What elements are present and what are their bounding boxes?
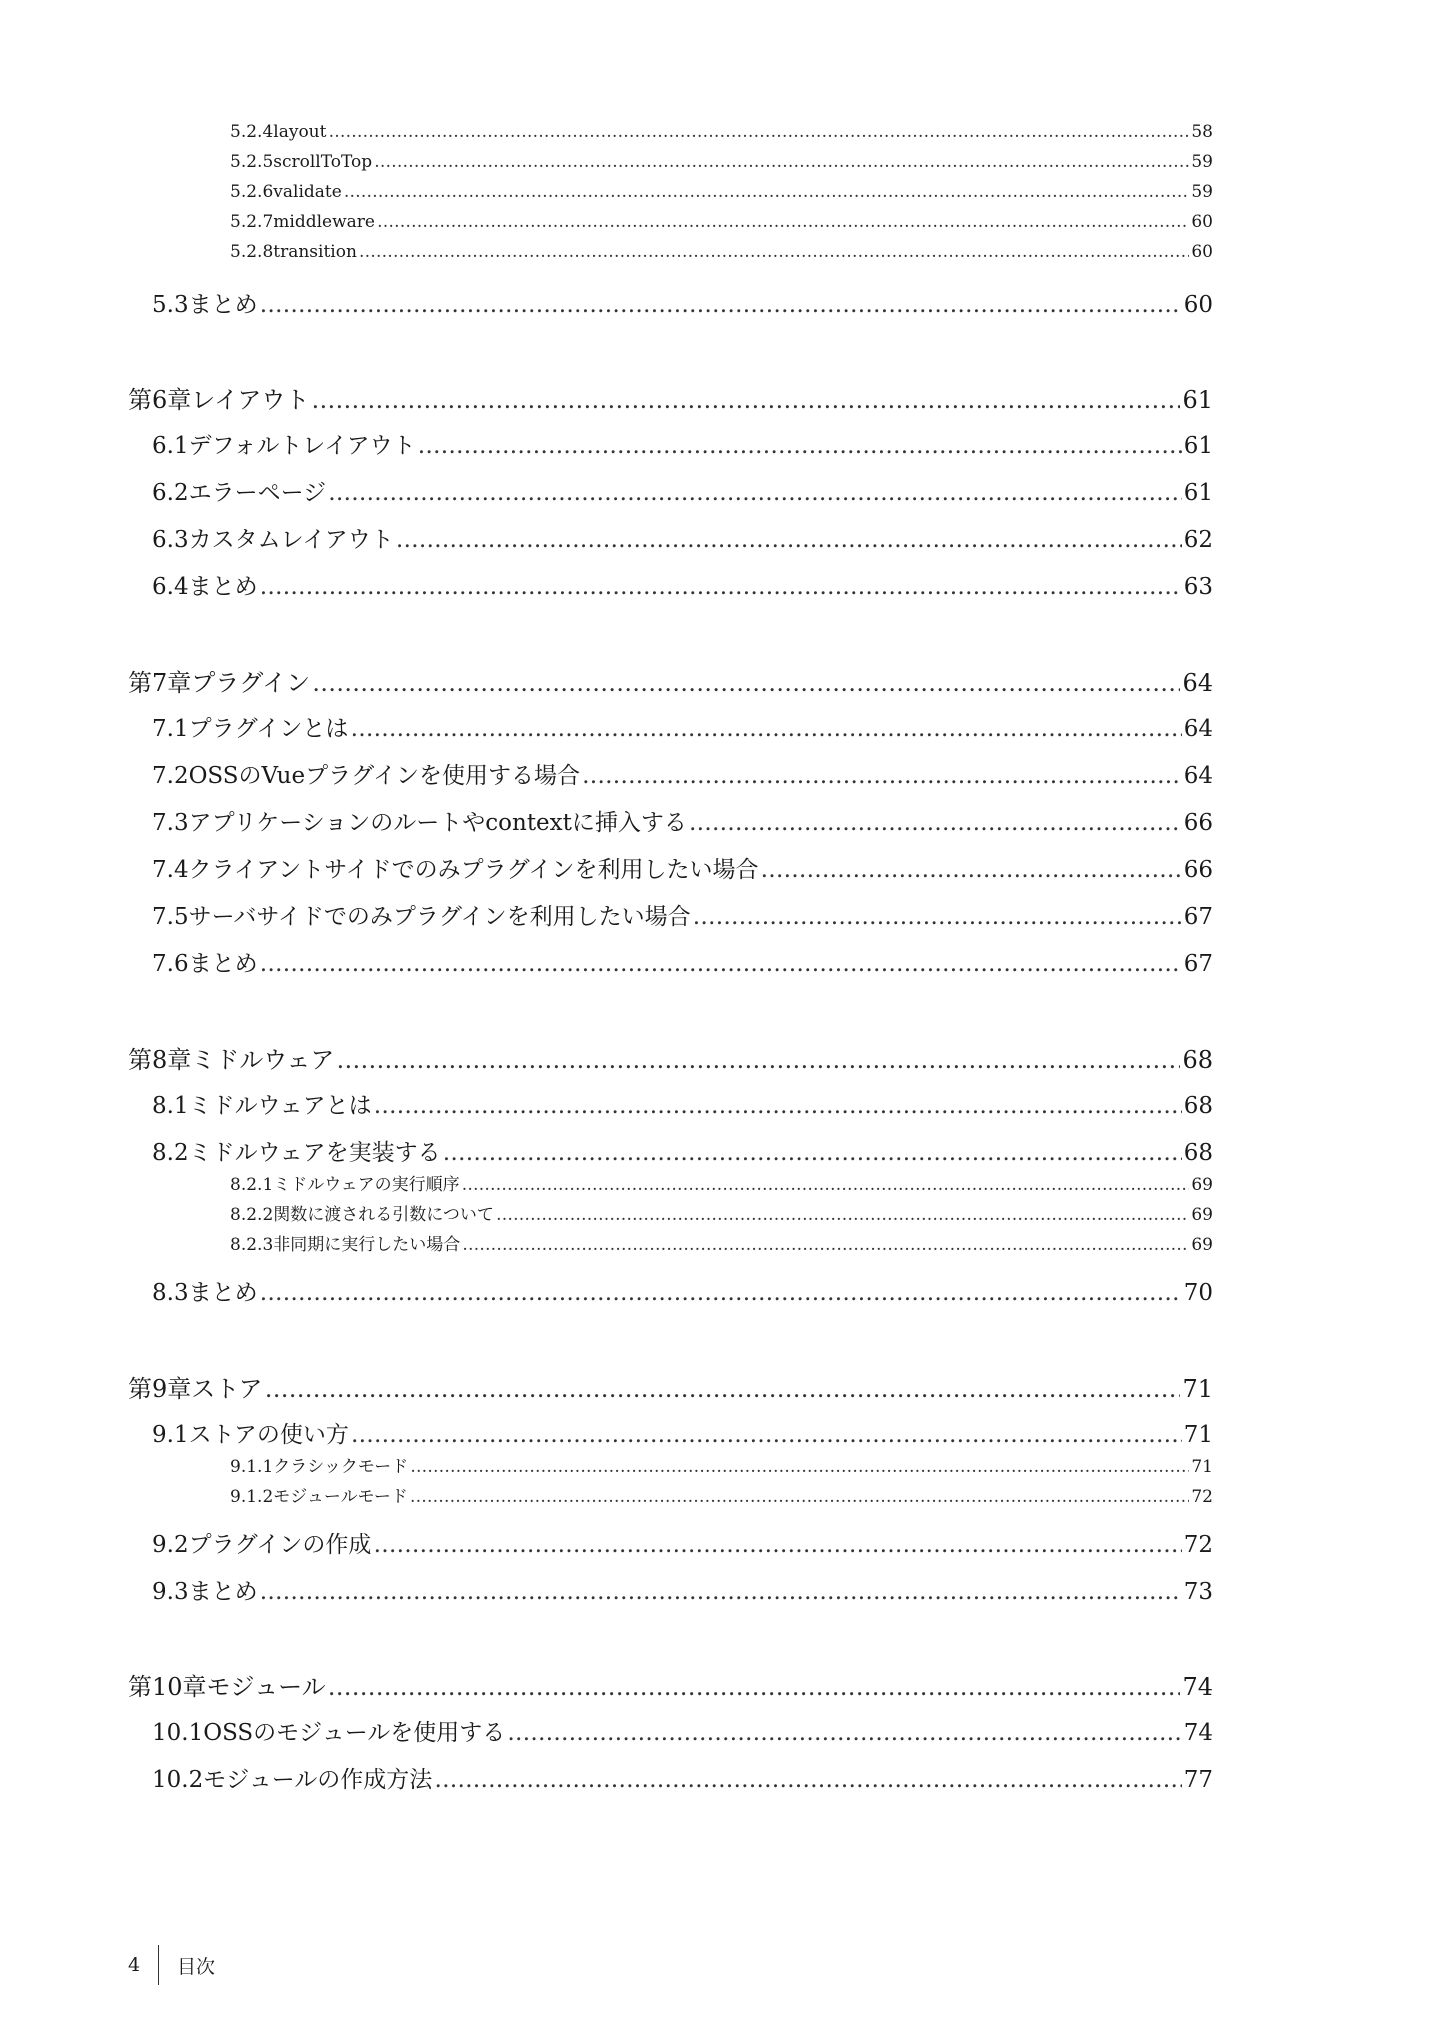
toc-leader-dots <box>350 716 1181 742</box>
toc-entry-title: プラグイン <box>191 669 311 697</box>
toc-leader-dots <box>496 1205 1189 1225</box>
toc-leader-dots <box>410 1457 1189 1477</box>
toc-entry-title: レイアウト <box>191 386 310 414</box>
toc-entry-page: 61 <box>1183 480 1213 506</box>
footer-divider <box>158 1945 159 1985</box>
toc-entry-title: モジュールの作成方法 <box>203 1767 433 1793</box>
toc-leader-dots <box>312 669 1180 697</box>
toc-leader-dots <box>336 1046 1180 1074</box>
toc-leader-dots <box>260 951 1182 977</box>
toc-entry-sec[interactable] <box>152 1573 1213 1606</box>
toc-entry-sec[interactable] <box>152 757 1213 790</box>
toc-leader-dots <box>582 763 1182 789</box>
toc-entry-title: プラグインとは <box>188 716 349 742</box>
toc-entry-number: 7.5 <box>152 904 189 930</box>
page-footer <box>128 1945 215 1985</box>
toc-leader-dots <box>761 857 1182 883</box>
toc-leader-dots <box>418 433 1182 459</box>
toc-entry-number: 9.1.2 <box>230 1487 274 1507</box>
toc-leader-dots <box>265 1375 1181 1403</box>
toc-entry-page: 64 <box>1183 763 1213 789</box>
toc-entry-sec[interactable] <box>152 1134 1213 1167</box>
toc-entry-title: まとめ <box>188 1280 258 1306</box>
toc-leader-dots <box>260 292 1182 318</box>
toc-leader-dots <box>260 1579 1182 1605</box>
toc-leader-dots <box>443 1140 1182 1166</box>
toc-leader-dots <box>396 527 1182 553</box>
toc-entry-sec[interactable] <box>152 804 1213 837</box>
toc-leader-dots <box>374 1093 1182 1119</box>
toc-entry-number: 5.3 <box>152 292 189 318</box>
toc-entry-number: 5.2.4 <box>230 122 274 142</box>
toc-entry-page: 61 <box>1183 433 1213 459</box>
toc-entry-page: 60 <box>1191 242 1213 262</box>
toc-entry-title: ストアの使い方 <box>188 1422 349 1448</box>
toc-entry-ch[interactable] <box>128 1040 1213 1075</box>
toc-entry-title: middleware <box>273 212 375 232</box>
toc-entry-title: モジュールモード <box>273 1487 408 1507</box>
toc-leader-dots <box>462 1235 1189 1255</box>
toc-entry-page: 59 <box>1191 182 1213 202</box>
toc-entry-sec[interactable] <box>152 1274 1213 1307</box>
toc-entry-number: 7.1 <box>152 716 189 742</box>
toc-entry-number: 9.2 <box>152 1532 189 1558</box>
toc-leader-dots <box>689 810 1182 836</box>
toc-entry-ch[interactable] <box>128 663 1213 698</box>
toc-entry-sub[interactable] <box>230 1230 1213 1255</box>
toc-entry-page: 64 <box>1182 669 1213 697</box>
toc-entry-title: OSSのVueプラグインを使用する場合 <box>188 763 580 789</box>
toc-entry-sub[interactable] <box>230 1200 1213 1225</box>
page-number: 4 <box>128 1954 141 1976</box>
toc-leader-dots <box>344 182 1190 202</box>
toc-entry-title: まとめ <box>188 574 258 600</box>
toc-entry-page: 71 <box>1191 1457 1213 1477</box>
toc-entry-title: scrollToTop <box>273 152 373 172</box>
toc-entry-page: 72 <box>1191 1487 1213 1507</box>
toc-entry-sec[interactable] <box>152 1761 1213 1794</box>
toc-entry-title: モジュール <box>206 1673 326 1701</box>
toc-entry-title: ストア <box>191 1375 263 1403</box>
toc-leader-dots <box>260 1280 1182 1306</box>
toc-entry-title: クラシックモード <box>273 1457 409 1477</box>
toc-entry-title: プラグインの作成 <box>188 1532 372 1558</box>
toc-entry-number: 10.1 <box>152 1720 204 1746</box>
toc-entry-title: 非同期に実行したい場合 <box>273 1235 461 1255</box>
toc-entry-sec[interactable] <box>152 945 1213 978</box>
toc-entry-page: 69 <box>1191 1235 1213 1255</box>
toc-entry-sec[interactable] <box>152 521 1213 554</box>
toc-entry-number: 9.1.1 <box>230 1457 274 1477</box>
toc-entry-page: 60 <box>1183 292 1213 318</box>
toc-entry-number: 5.2.6 <box>230 182 274 202</box>
toc-entry-sub[interactable] <box>230 152 1213 172</box>
toc-entry-number: 7.6 <box>152 951 189 977</box>
toc-entry-title: ミドルウェアを実装する <box>188 1140 441 1166</box>
toc-entry-sub[interactable] <box>230 212 1213 232</box>
toc-entry-page: 62 <box>1183 527 1213 553</box>
toc-entry-number: 8.2.3 <box>230 1235 274 1255</box>
toc-entry-sub[interactable] <box>230 122 1213 142</box>
toc-entry-title: デフォルトレイアウト <box>188 433 416 459</box>
toc-entry-page: 66 <box>1183 810 1213 836</box>
toc-entry-ch[interactable] <box>128 1369 1213 1404</box>
toc-entry-number: 8.2.1 <box>230 1175 274 1195</box>
toc-entry-sec[interactable] <box>152 710 1213 743</box>
toc-leader-dots <box>328 122 1189 142</box>
toc-leader-dots <box>351 1422 1182 1448</box>
footer-section-title: 目次 <box>177 1955 216 1978</box>
toc-entry-sub[interactable] <box>230 1452 1213 1477</box>
toc-leader-dots <box>328 480 1182 506</box>
toc-entry-ch[interactable] <box>128 380 1213 415</box>
toc-entry-page: 69 <box>1191 1205 1213 1225</box>
toc-entry-sec[interactable] <box>152 427 1213 460</box>
toc-entry-page: 67 <box>1183 904 1213 930</box>
toc-entry-title: validate <box>273 182 342 202</box>
toc-entry-page: 68 <box>1183 1140 1213 1166</box>
toc-entry-title: まとめ <box>188 292 258 318</box>
toc-entry-page: 74 <box>1183 1720 1213 1746</box>
toc-entry-page: 60 <box>1191 212 1213 232</box>
toc-entry-sec[interactable] <box>152 568 1213 601</box>
toc-leader-dots <box>328 1673 1181 1701</box>
toc-entry-number: 第9章 <box>128 1375 192 1403</box>
toc-entry-sec[interactable] <box>152 1087 1213 1120</box>
toc-entry-page: 73 <box>1183 1579 1213 1605</box>
toc-entry-title: アプリケーションのルートやcontextに挿入する <box>188 810 687 836</box>
toc-entry-number: 6.3 <box>152 527 189 553</box>
toc-entry-page: 61 <box>1182 386 1213 414</box>
toc-leader-dots <box>507 1720 1181 1746</box>
toc-entry-number: 第7章 <box>128 669 192 697</box>
toc-entry-page: 59 <box>1191 152 1213 172</box>
toc-entry-page: 64 <box>1183 716 1213 742</box>
toc-entry-page: 68 <box>1183 1093 1213 1119</box>
toc-leader-dots <box>374 152 1189 172</box>
toc-entry-title: まとめ <box>188 951 258 977</box>
toc-entry-ch[interactable] <box>128 1667 1213 1702</box>
toc-leader-dots <box>359 242 1189 262</box>
toc-entry-page: 63 <box>1183 574 1213 600</box>
toc-entry-number: 5.2.5 <box>230 152 274 172</box>
toc-entry-title: transition <box>273 242 357 262</box>
toc-entry-title: ミドルウェア <box>191 1046 335 1074</box>
toc-entry-number: 8.2 <box>152 1140 189 1166</box>
toc-entry-sec[interactable] <box>152 851 1213 884</box>
toc-leader-dots <box>693 904 1182 930</box>
toc-entry-page: 71 <box>1182 1375 1213 1403</box>
toc-entry-number: 第8章 <box>128 1046 192 1074</box>
toc-leader-dots <box>311 386 1180 414</box>
toc-entry-page: 70 <box>1183 1280 1213 1306</box>
toc-leader-dots <box>434 1767 1181 1793</box>
toc-entry-sub[interactable] <box>230 182 1213 202</box>
toc-entry-page: 68 <box>1182 1046 1213 1074</box>
toc-entry-title: ミドルウェアの実行順序 <box>273 1175 460 1195</box>
toc-entry-number: 7.2 <box>152 763 189 789</box>
toc-entry-sub[interactable] <box>230 1170 1213 1195</box>
toc-entry-page: 69 <box>1191 1175 1213 1195</box>
toc-entry-page: 66 <box>1183 857 1213 883</box>
toc-entry-number: 5.2.8 <box>230 242 274 262</box>
toc-entry-title: サーバサイドでのみプラグインを利用したい場合 <box>188 904 691 930</box>
toc-leader-dots <box>410 1487 1189 1507</box>
toc-entry-number: 6.4 <box>152 574 189 600</box>
toc-entry-number: 第6章 <box>128 386 192 414</box>
toc-entry-page: 72 <box>1183 1532 1213 1558</box>
toc-entry-title: エラーページ <box>188 480 327 506</box>
toc-leader-dots <box>377 212 1189 232</box>
toc-entry-title: 関数に渡される引数について <box>273 1205 494 1225</box>
toc-entry-sec[interactable] <box>152 1526 1213 1559</box>
toc-entry-number: 8.2.2 <box>230 1205 274 1225</box>
toc-entry-number: 6.1 <box>152 433 189 459</box>
toc-entry-number: 8.1 <box>152 1093 189 1119</box>
toc-entry-number: 9.3 <box>152 1579 189 1605</box>
toc-entry-number: 8.3 <box>152 1280 189 1306</box>
toc-entry-number: 5.2.7 <box>230 212 274 232</box>
toc-leader-dots <box>260 574 1182 600</box>
toc-entry-number: 7.4 <box>152 857 189 883</box>
toc-entry-number: 9.1 <box>152 1422 189 1448</box>
toc-entry-sec[interactable] <box>152 1714 1213 1747</box>
toc-entry-page: 74 <box>1182 1673 1213 1701</box>
toc-entry-number: 6.2 <box>152 480 189 506</box>
toc-entry-number: 第10章 <box>128 1673 207 1701</box>
toc-entry-number: 10.2 <box>152 1767 204 1793</box>
toc-entry-title: まとめ <box>188 1579 258 1605</box>
toc-leader-dots <box>462 1175 1190 1195</box>
toc-entry-title: ミドルウェアとは <box>188 1093 372 1119</box>
toc-entry-sec[interactable] <box>152 898 1213 931</box>
toc-entry-page: 58 <box>1191 122 1213 142</box>
toc-leader-dots <box>373 1532 1181 1558</box>
toc-entry-sec[interactable] <box>152 474 1213 507</box>
toc-entry-title: クライアントサイドでのみプラグインを利用したい場合 <box>188 857 759 883</box>
toc-entry-sub[interactable] <box>230 242 1213 262</box>
toc-entry-title: OSSのモジュールを使用する <box>203 1720 506 1746</box>
toc-entry-page: 67 <box>1183 951 1213 977</box>
toc-entry-sub[interactable] <box>230 1482 1213 1507</box>
toc-entry-page: 77 <box>1183 1767 1213 1793</box>
toc-entry-sec[interactable] <box>152 286 1213 319</box>
toc-entry-number: 7.3 <box>152 810 189 836</box>
toc-entry-page: 71 <box>1183 1422 1213 1448</box>
toc-entry-sec[interactable] <box>152 1416 1213 1449</box>
toc-entry-title: layout <box>273 122 327 142</box>
toc-entry-title: カスタムレイアウト <box>188 527 394 553</box>
